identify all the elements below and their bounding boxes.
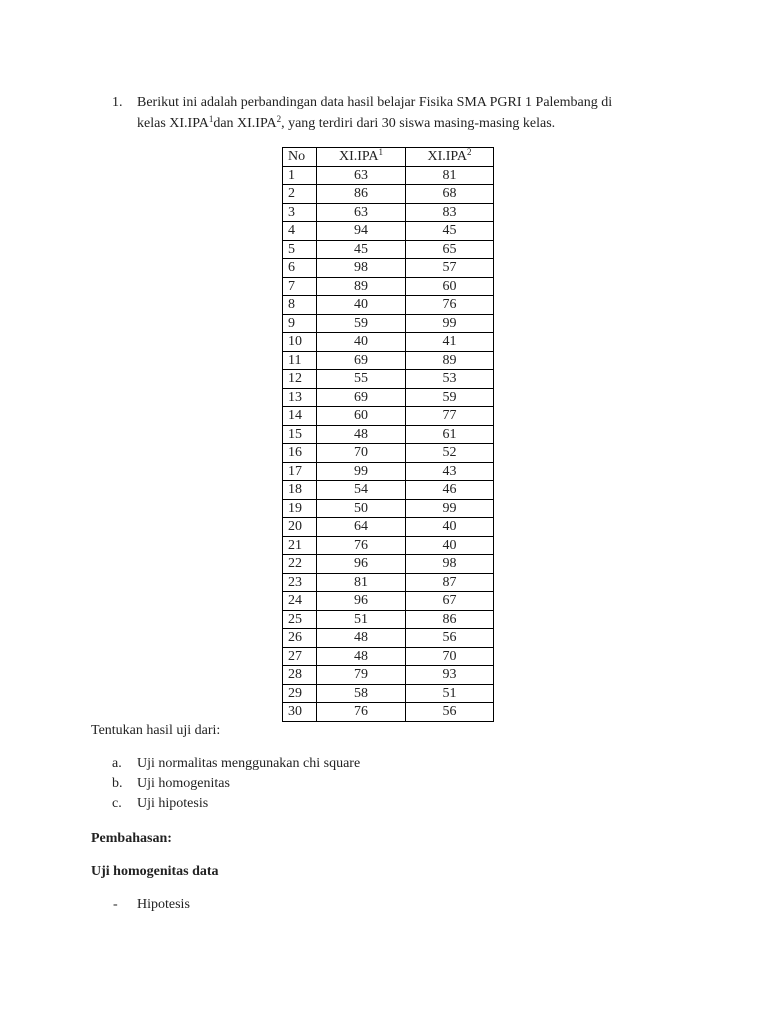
cell-no: 10	[283, 333, 317, 352]
table-body	[283, 166, 494, 721]
table-row	[283, 388, 494, 407]
cell-class2: 87	[406, 573, 494, 592]
cell-no: 14	[283, 407, 317, 426]
cell-class2: 52	[406, 444, 494, 463]
cell-no: 2	[283, 185, 317, 204]
cell-class1: 96	[317, 555, 406, 574]
cell-class1: 69	[317, 388, 406, 407]
header-class1	[317, 148, 406, 167]
table-row	[283, 703, 494, 722]
cell-class2: 93	[406, 666, 494, 685]
header-class1-text: XI.IPA	[338, 149, 379, 165]
table-row	[283, 629, 494, 648]
table-row	[283, 666, 494, 685]
cell-class1: 79	[317, 666, 406, 685]
table-row	[283, 555, 494, 574]
cell-no: 3	[283, 203, 317, 222]
cell-class2: 99	[406, 314, 494, 333]
cell-class2: 98	[406, 555, 494, 574]
cell-no: 8	[283, 296, 317, 315]
table-row	[283, 370, 494, 389]
cell-class2: 67	[406, 592, 494, 611]
cell-class2: 65	[406, 240, 494, 259]
question-class2-sup: 2	[276, 114, 282, 124]
table-row	[283, 240, 494, 259]
cell-class1: 76	[317, 536, 406, 555]
question-text-line2	[137, 115, 555, 133]
table-row	[283, 481, 494, 500]
cell-no: 13	[283, 388, 317, 407]
cell-no: 29	[283, 684, 317, 703]
cell-class2: 45	[406, 222, 494, 241]
cell-class1: 59	[317, 314, 406, 333]
table-row	[283, 518, 494, 537]
table-row	[283, 203, 494, 222]
cell-class2: 59	[406, 388, 494, 407]
cell-class2: 41	[406, 333, 494, 352]
table-row	[283, 166, 494, 185]
cell-class1: 40	[317, 296, 406, 315]
cell-class2: 83	[406, 203, 494, 222]
cell-class2: 46	[406, 481, 494, 500]
header-class2	[406, 148, 494, 167]
header-class2-text: XI.IPA	[427, 149, 468, 165]
cell-class2: 81	[406, 166, 494, 185]
bullet-text: Hipotesis	[137, 897, 190, 912]
cell-class1: 76	[317, 703, 406, 722]
cell-class1: 48	[317, 425, 406, 444]
table-row	[283, 425, 494, 444]
table-row	[283, 647, 494, 666]
table-row	[283, 222, 494, 241]
cell-class2: 70	[406, 647, 494, 666]
cell-no: 27	[283, 647, 317, 666]
question-tail-text: , yang terdiri dari 30 siswa masing-masing kelas.	[281, 116, 556, 131]
score-table	[282, 147, 494, 722]
table-header-row	[283, 148, 494, 167]
table-row	[283, 277, 494, 296]
cell-class1: 48	[317, 629, 406, 648]
table-row	[283, 259, 494, 278]
cell-no: 17	[283, 462, 317, 481]
cell-class1: 55	[317, 370, 406, 389]
cell-class2: 57	[406, 259, 494, 278]
question-number: 1.	[112, 95, 123, 110]
option-a-letter: a.	[112, 756, 122, 771]
cell-no: 21	[283, 536, 317, 555]
cell-class2: 86	[406, 610, 494, 629]
cell-no: 28	[283, 666, 317, 685]
section-title: Uji homogenitas data	[91, 864, 219, 879]
cell-class2: 40	[406, 536, 494, 555]
cell-class1: 63	[317, 166, 406, 185]
cell-no: 7	[283, 277, 317, 296]
cell-class1: 60	[317, 407, 406, 426]
table-row	[283, 592, 494, 611]
cell-class1: 50	[317, 499, 406, 518]
cell-class2: 61	[406, 425, 494, 444]
cell-no: 6	[283, 259, 317, 278]
cell-class1: 96	[317, 592, 406, 611]
cell-class2: 51	[406, 684, 494, 703]
cell-class1: 48	[317, 647, 406, 666]
cell-class2: 56	[406, 629, 494, 648]
cell-no: 22	[283, 555, 317, 574]
cell-class1: 98	[317, 259, 406, 278]
table-row	[283, 684, 494, 703]
option-c-letter: c.	[112, 796, 122, 811]
cell-class2: 53	[406, 370, 494, 389]
header-class2-sup: 2	[467, 147, 472, 158]
cell-class1: 40	[317, 333, 406, 352]
table-row	[283, 444, 494, 463]
cell-no: 23	[283, 573, 317, 592]
cell-class1: 81	[317, 573, 406, 592]
cell-class2: 99	[406, 499, 494, 518]
table-row	[283, 573, 494, 592]
cell-class1: 64	[317, 518, 406, 537]
table-row	[283, 499, 494, 518]
cell-no: 5	[283, 240, 317, 259]
cell-no: 25	[283, 610, 317, 629]
cell-class1: 51	[317, 610, 406, 629]
cell-no: 1	[283, 166, 317, 185]
cell-no: 30	[283, 703, 317, 722]
cell-class1: 99	[317, 462, 406, 481]
option-a-text: Uji normalitas menggunakan chi square	[137, 756, 361, 771]
question-class2-text: dan XI.IPA	[213, 116, 277, 131]
cell-no: 18	[283, 481, 317, 500]
cell-class1: 58	[317, 684, 406, 703]
table-row	[283, 333, 494, 352]
cell-class1: 45	[317, 240, 406, 259]
table-row	[283, 314, 494, 333]
table-row	[283, 185, 494, 204]
cell-class1: 89	[317, 277, 406, 296]
question-class1-text: kelas XI.IPA	[137, 116, 209, 131]
cell-no: 26	[283, 629, 317, 648]
option-b-letter: b.	[112, 776, 123, 791]
cell-class2: 56	[406, 703, 494, 722]
option-b-text: Uji homogenitas	[137, 776, 230, 791]
cell-no: 11	[283, 351, 317, 370]
cell-no: 24	[283, 592, 317, 611]
table-row	[283, 462, 494, 481]
instruction-text: Tentukan hasil uji dari:	[91, 723, 221, 738]
cell-class1: 86	[317, 185, 406, 204]
cell-class2: 76	[406, 296, 494, 315]
question-text-line1: Berikut ini adalah perbandingan data hasil belajar Fisika SMA PGRI 1 Palembang di	[137, 95, 613, 110]
cell-class2: 60	[406, 277, 494, 296]
cell-class1: 63	[317, 203, 406, 222]
cell-class1: 54	[317, 481, 406, 500]
cell-class2: 89	[406, 351, 494, 370]
header-class1-sup: 1	[378, 147, 384, 158]
cell-no: 20	[283, 518, 317, 537]
pembahasan-heading: Pembahasan:	[91, 831, 172, 846]
cell-no: 9	[283, 314, 317, 333]
cell-class2: 77	[406, 407, 494, 426]
cell-class2: 40	[406, 518, 494, 537]
cell-no: 15	[283, 425, 317, 444]
cell-class1: 94	[317, 222, 406, 241]
cell-no: 16	[283, 444, 317, 463]
cell-no: 12	[283, 370, 317, 389]
cell-no: 19	[283, 499, 317, 518]
header-no: No	[283, 148, 317, 167]
table-row	[283, 296, 494, 315]
table-row	[283, 351, 494, 370]
cell-class2: 68	[406, 185, 494, 204]
table-row	[283, 610, 494, 629]
bullet-marker: -	[113, 897, 118, 912]
cell-class1: 70	[317, 444, 406, 463]
cell-no: 4	[283, 222, 317, 241]
table-row	[283, 407, 494, 426]
cell-class1: 69	[317, 351, 406, 370]
option-c-text: Uji hipotesis	[137, 796, 209, 811]
table-row	[283, 536, 494, 555]
cell-class2: 43	[406, 462, 494, 481]
question-class1-sup: 1	[208, 114, 214, 124]
